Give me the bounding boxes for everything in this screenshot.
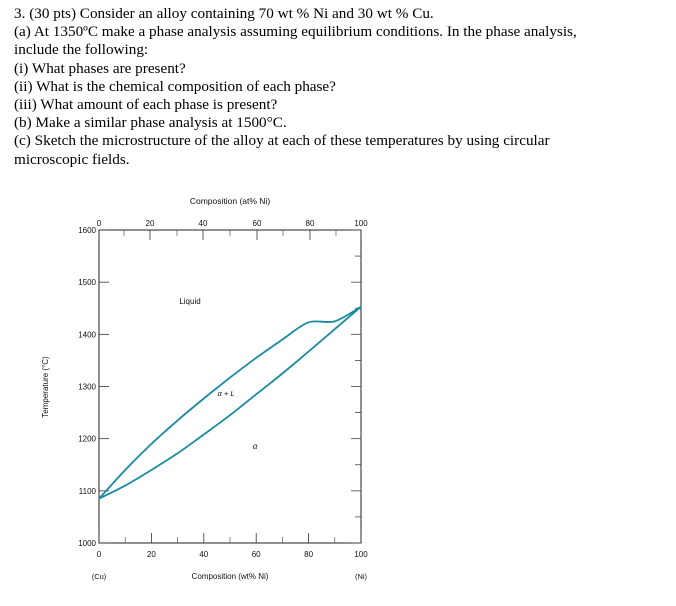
question-line: (ii) What is the chemical composition of each phase? (14, 77, 336, 95)
liquidus-line (99, 307, 361, 499)
question-line: (b) Make a similar phase analysis at 1500°C. (14, 114, 287, 132)
y-tick-label: 1500 (78, 278, 96, 288)
y-tick-label: 1200 (78, 434, 96, 444)
question-line: (a) At 1350ºC make a phase analysis assuming equilibrium conditions. In the phase analysis, (14, 23, 577, 41)
x-tick-label: 100 (354, 550, 368, 559)
region-label-alpha-plus-l: α + L (217, 389, 235, 398)
question-line: include the following: (14, 41, 149, 59)
top-tick-label: 20 (145, 219, 155, 228)
x-tick-label: 0 (96, 550, 102, 559)
x-tick-label: 40 (199, 550, 209, 559)
y-tick-label: 1400 (78, 330, 96, 340)
y-tick-label: 1300 (78, 382, 96, 392)
question-line: 3. (30 pts) Consider an alloy containing 70 wt % Ni and 30 wt % Cu. (14, 5, 434, 22)
x-tick-label: 20 (146, 550, 156, 559)
question-line: (i) What phases are present? (14, 59, 186, 77)
top-tick-label: 100 (354, 219, 368, 228)
question-line: (iii) What amount of each phase is present? (14, 96, 278, 114)
end-label-cu: (Cu) (91, 572, 107, 581)
plot-frame (99, 230, 361, 543)
top-tick-label: 80 (305, 219, 315, 228)
x-tick-label: 60 (251, 550, 261, 559)
solidus-line (99, 307, 361, 499)
region-label-alpha: α (252, 442, 258, 451)
end-label-ni: (Ni) (354, 572, 368, 581)
question-line: (c) Sketch the microstructure of the alloy at each of these temperatures by using circular (14, 132, 550, 150)
y-tick-label: 1000 (78, 539, 96, 548)
top-tick-label: 0 (96, 219, 102, 228)
y-axis-label: Temperature (°C) (41, 356, 50, 418)
region-label-liquid: Liquid (179, 297, 201, 306)
x-axis-label: Composition (wt% Ni) (191, 572, 269, 581)
top-tick-label: 60 (252, 219, 262, 228)
top-axis-label: Composition (at% Ni) (189, 196, 271, 206)
question-line: microscopic fields. (14, 150, 130, 168)
x-tick-label: 80 (304, 550, 314, 559)
top-tick-label: 40 (198, 219, 208, 228)
y-tick-label: 1600 (78, 226, 96, 235)
y-tick-label: 1100 (78, 486, 96, 496)
